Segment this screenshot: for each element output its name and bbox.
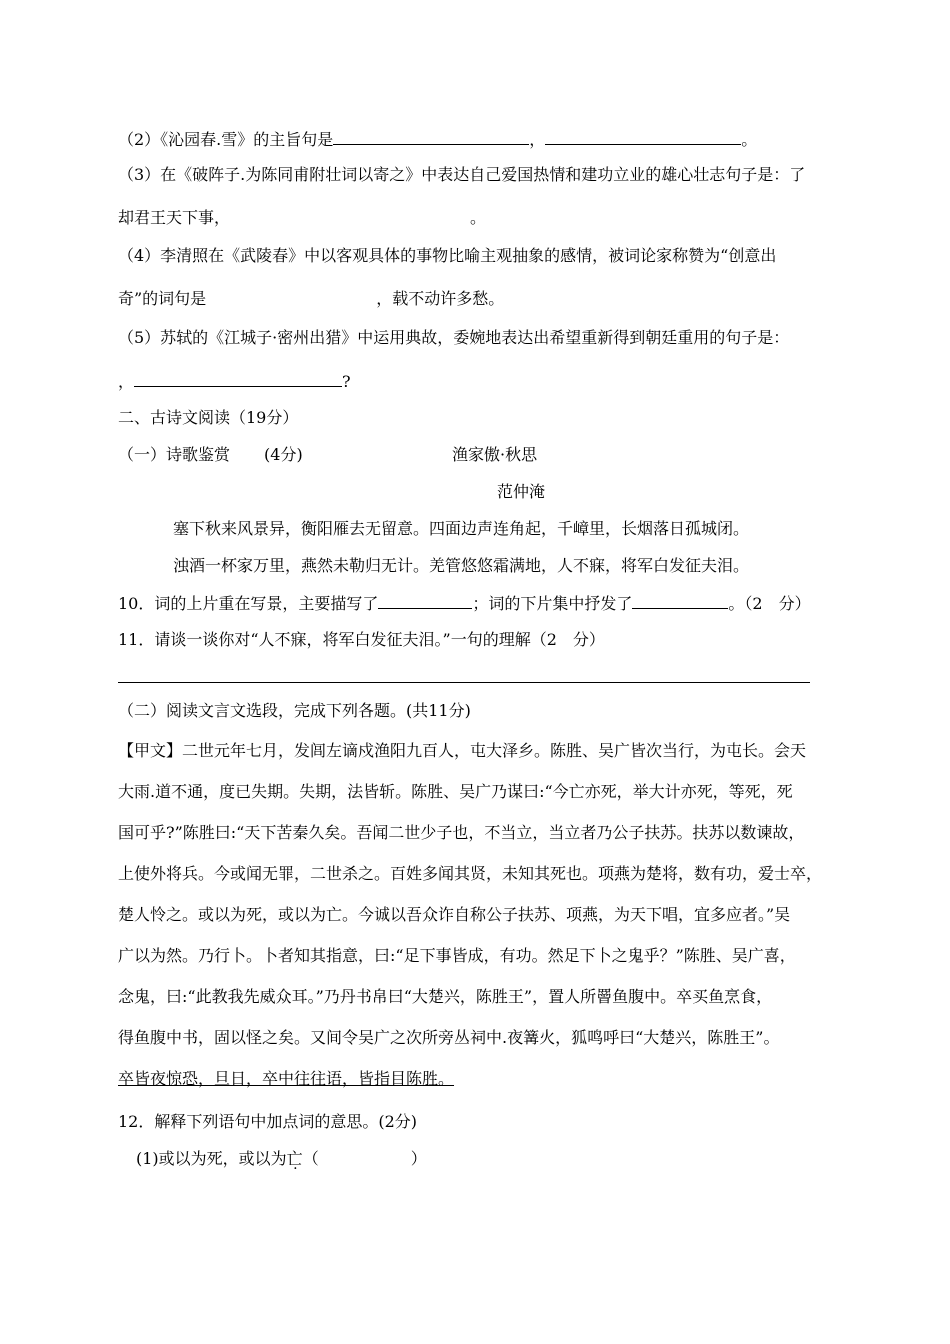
poem-author: 范仲淹: [497, 482, 546, 501]
dotted-word: 亡: [286, 1149, 303, 1168]
poem-line-1: 塞下秋来风景异，衡阳雁去无留意。四面边声连角起，千嶂里，长烟落日孤城闭。: [173, 519, 750, 538]
question-4-line2: 奇”的词句是 ，载不动许多愁。: [118, 289, 505, 308]
question-11: 11．请谈一谈你对“人不寐，将军白发征夫泪。”一句的理解（2 分）: [118, 630, 605, 649]
answer-blank[interactable]: [378, 592, 472, 609]
passage-line: 广以为然。乃行卜。卜者知其指意，曰:“足下事皆成，有功。然足下卜之鬼乎？”陈胜、吴广喜，: [118, 946, 796, 965]
answer-blank[interactable]: [545, 128, 741, 145]
poem-title: 渔家傲·秋思: [452, 445, 538, 464]
underlined-sentence: 卒皆夜惊恐，旦日，卒中往往语，皆指目陈胜。: [118, 1069, 455, 1088]
question-12-item-1: (1)或以为死，或以为亡（ ）: [136, 1149, 427, 1168]
section-2-title: 二、古诗文阅读（19分）: [118, 408, 299, 427]
passage-line: 念鬼，曰:“此教我先威众耳。”乃丹书帛曰“大楚兴，陈胜王”，置人所罾鱼腹中。卒买鱼烹食，: [118, 987, 773, 1006]
passage-line: 得鱼腹中书，固以怪之矣。又间令吴广之次所旁丛祠中.夜篝火，狐鸣呼曰“大楚兴，陈胜王”。: [118, 1028, 780, 1047]
answer-blank[interactable]: [333, 128, 529, 145]
question-5-line2: ， ?: [118, 372, 351, 391]
answer-blank[interactable]: [632, 592, 728, 609]
passage-line: 楚人怜之。或以为死，或以为亡。今诚以吾众诈自称公子扶苏、项燕，为天下唱，宜多应者。”吴: [118, 905, 791, 924]
passage-line: 上使外将兵。今或闻无罪，二世杀之。百姓多闻其贤，未知其死也。项燕为楚将，数有功，爱士卒，: [118, 864, 823, 883]
question-3-line2: 却君王天下事， 。: [118, 208, 487, 227]
passage-line: 国可乎?”陈胜曰:“天下苦秦久矣。吾闻二世少子也，不当立，当立者乃公子扶苏。扶苏以数谏故，: [118, 823, 805, 842]
question-3-line1: （3）在《破阵子.为陈同甫附壮词以寄之》中表达自己爱国热情和建功立业的雄心壮志句子是：了: [118, 165, 806, 184]
question-5-line1: （5）苏轼的《江城子·密州出猎》中运用典故，委婉地表达出希望重新得到朝廷重用的句子是：: [118, 328, 790, 347]
poem-line-2: 浊酒一杯家万里，燕然未勒归无计。羌管悠悠霜满地，人不寐，将军白发征夫泪。: [173, 556, 750, 575]
answer-line[interactable]: [118, 682, 810, 683]
classical-heading: （二）阅读文言文选段，完成下列各题。(共11分): [118, 701, 471, 720]
poem-subheading: （一）诗歌鉴赏 (4分): [118, 445, 303, 464]
question-12-title: 12．解释下列语句中加点词的意思。(2分): [118, 1112, 418, 1131]
question-4-line1: （4）李清照在《武陵春》中以客观具体的事物比喻主观抽象的感情，被词论家称赞为“创意出: [118, 246, 777, 265]
answer-blank[interactable]: [134, 370, 342, 387]
passage-line: 【甲文】二世元年七月，发闾左谪戍渔阳九百人，屯大泽乡。陈胜、吴广皆次当行，为屯长。会天: [118, 741, 807, 760]
question-2: （2）《沁园春.雪》的主旨句是 ， 。: [118, 130, 758, 149]
passage-line: 大雨.道不通，度已失期。失期，法皆斩。陈胜、吴广乃谋曰:“今亡亦死，举大计亦死，等死，死: [118, 782, 793, 801]
question-10: 10．词的上片重在写景，主要描写了 ；词的下片集中抒发了 。（2 分）: [118, 594, 811, 613]
